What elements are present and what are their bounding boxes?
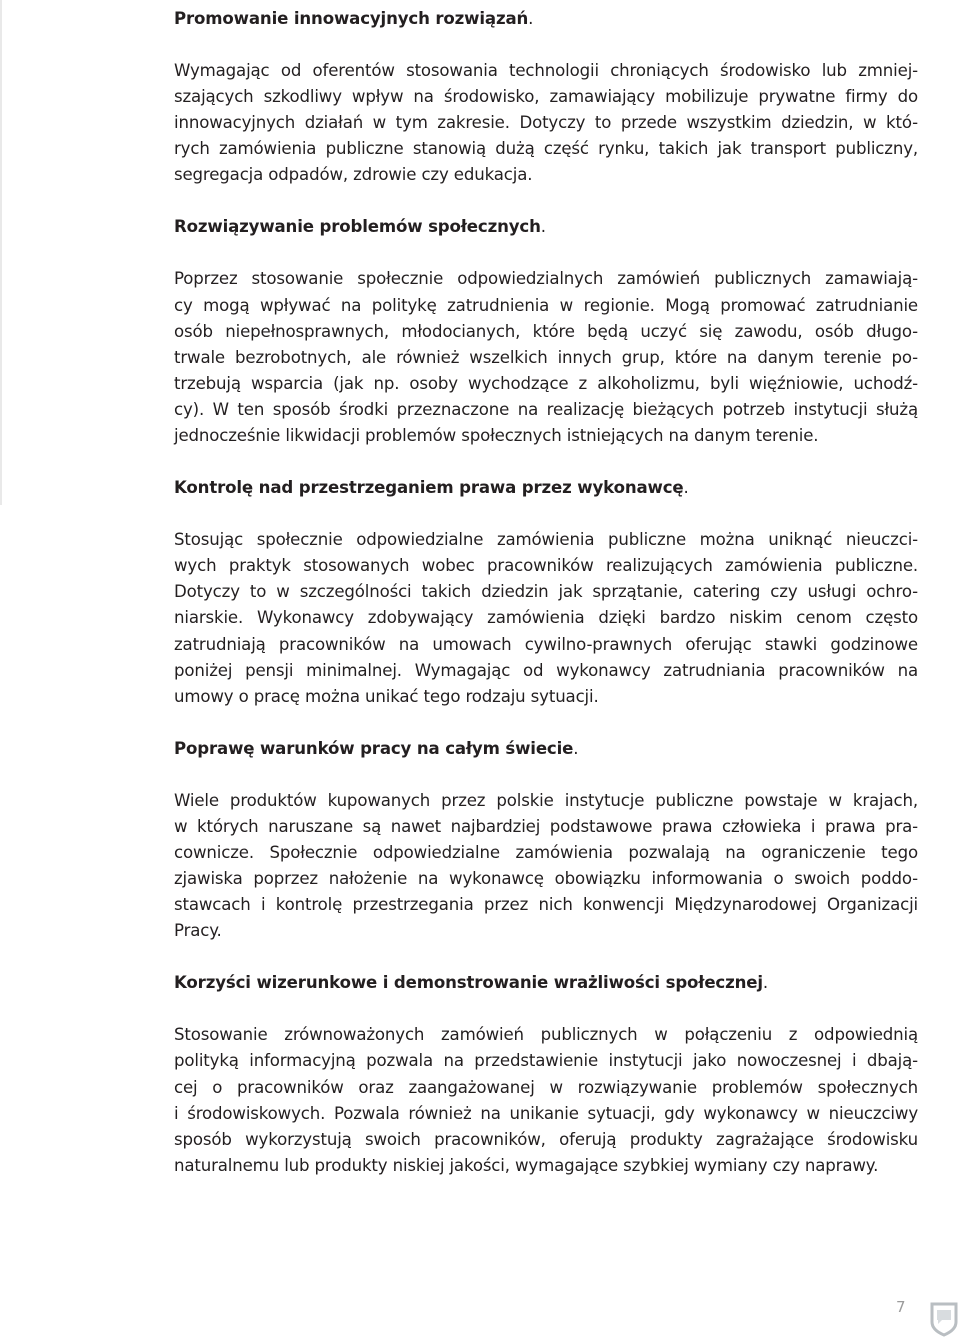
section-paragraph <box>174 527 918 710</box>
paragraph-line: umowy o pracę można unikać tego rodzaju sytuacji. <box>174 686 599 706</box>
paragraph-line: Pracy. <box>174 921 222 941</box>
paragraph-line: Stosując społecznie odpowiedzialne zamówienia publiczne można uniknąć nieuczci- <box>174 530 918 550</box>
paragraph-line: segregacja odpadów, zdrowie czy edukacja. <box>174 165 533 185</box>
paragraph-line: Stosowanie zrównoważonych zamówień publicznych w połączeniu z odpowiednią <box>174 1025 918 1045</box>
paragraph-line: jednocześnie likwidacji problemów społecznych istniejących na danym terenie. <box>174 426 819 446</box>
paragraph-line: sposób wykorzystują swoich pracowników, oferują produkty zagrażające środowisku <box>174 1129 918 1149</box>
page-number: 7 <box>896 1298 906 1316</box>
section-heading <box>174 736 918 762</box>
section-heading-terminator: . <box>540 217 546 237</box>
paragraph-line: polityką informacyjną pozwala na przedstawienie instytucji jako nowoczesnej i dbają- <box>174 1051 918 1071</box>
page-edge-line <box>0 0 2 505</box>
section-heading-text: Rozwiązywanie problemów społecznych <box>174 217 541 237</box>
paragraph-line: naturalnemu lub produkty niskiej jakości, wymagające szybkiej wymiany czy naprawy. <box>174 1155 879 1175</box>
paragraph-line: Dotyczy to w szczególności takich dziedzin jak sprzątanie, catering czy usługi ochro- <box>174 582 918 602</box>
paragraph-line: cy mogą wpływać na politykę zatrudnienia w regionie. Mogą promować zatrudnianie <box>174 295 918 315</box>
section <box>174 6 918 188</box>
paragraph-line: poniżej pensji minimalnej. Wymagając od wykonawcy zatrudniania pracowników na <box>174 660 918 680</box>
section-heading <box>174 6 918 32</box>
paragraph-line: niarskie. Wykonawcy zdobywający zamówienia dzięki bardzo niskim cenom często <box>174 608 918 628</box>
section-paragraph <box>174 58 918 188</box>
paragraph-line: innowacyjnych działań w tym zakresie. Dotyczy to przede wszystkim dziedzin, w któ- <box>174 113 918 133</box>
section-heading <box>174 214 918 240</box>
paragraph-line: cej o pracowników oraz zaangażowanej w rozwiązywanie problemów społecznych <box>174 1077 918 1097</box>
paragraph-line: zjawiska poprzez nałożenie na wykonawcę obowiązku informowania o swoich poddo- <box>174 869 918 889</box>
section <box>174 214 918 449</box>
document-body <box>174 6 918 1205</box>
paragraph-line: Poprzez stosowanie społecznie odpowiedzialnych zamówień publicznych zamawiają- <box>174 269 918 289</box>
paragraph-line: osób niepełnosprawnych, młodocianych, które będą uczyć się zawodu, osób długo- <box>174 321 918 341</box>
section-heading-text: Poprawę warunków pracy na całym świecie <box>174 738 574 758</box>
section-heading <box>174 970 918 996</box>
paragraph-line: trzebują wsparcia (jak np. osoby wychodzące z alkoholizmu, byli więźniowie, uchodź- <box>174 373 918 393</box>
section-paragraph <box>174 788 918 945</box>
section-heading-terminator: . <box>573 738 579 758</box>
section-heading-terminator: . <box>762 973 769 993</box>
paragraph-line: wych praktyk stosowanych wobec pracowników realizujących zamówienia publiczne. <box>174 556 918 576</box>
section-paragraph <box>174 1022 918 1179</box>
section <box>174 736 918 945</box>
paragraph-line: Wiele produktów kupowanych przez polskie instytucje publiczne powstaje w krajach, <box>174 790 918 810</box>
shield-chat-icon <box>928 1300 960 1337</box>
section <box>174 475 918 710</box>
section-heading <box>174 475 918 501</box>
paragraph-line: stawcach i kontrolę przestrzegania przez nich konwencji Międzynarodowej Organizacji <box>174 895 918 915</box>
paragraph-line: rych zamówienia publiczne stanowią dużą część rynku, takich jak transport publiczny, <box>174 139 918 159</box>
paragraph-line: w których naruszane są nawet najbardziej podstawowe prawa człowieka i prawa pra- <box>174 816 918 836</box>
section-heading-text: Promowanie innowacyjnych rozwiązań <box>174 9 529 28</box>
section-paragraph <box>174 266 918 449</box>
section <box>174 970 918 1179</box>
paragraph-line: cownicze. Społecznie odpowiedzialne zamówienia pozwalają na ograniczenie tego <box>174 842 918 862</box>
paragraph-line: szających szkodliwy wpływ na środowisko, zamawiający mobilizuje prywatne firmy do <box>174 87 918 107</box>
section-heading-terminator: . <box>683 478 689 498</box>
section-heading-text: Korzyści wizerunkowe i demonstrowanie wrażliwości społecznej <box>174 973 763 993</box>
section-heading-terminator: . <box>528 9 534 28</box>
paragraph-line: cy). W ten sposób środki przeznaczone na realizację bieżących potrzeb instytucji służą <box>174 399 918 419</box>
paragraph-line: zatrudniają pracowników na umowach cywilno-prawnych oferując stawki godzinowe <box>174 634 918 654</box>
section-heading-text: Kontrolę nad przestrzeganiem prawa przez wykonawcę <box>174 478 684 498</box>
paragraph-line: i środowiskowych. Pozwala również na unikanie sytuacji, gdy wykonawcy w nieuczciwy <box>174 1103 918 1123</box>
paragraph-line: Wymagając od oferentów stosowania technologii chroniących środowisko lub zmniej- <box>174 61 918 80</box>
paragraph-line: trwale bezrobotnych, ale również wszelkich innych grup, które na danym terenie po- <box>174 347 918 367</box>
